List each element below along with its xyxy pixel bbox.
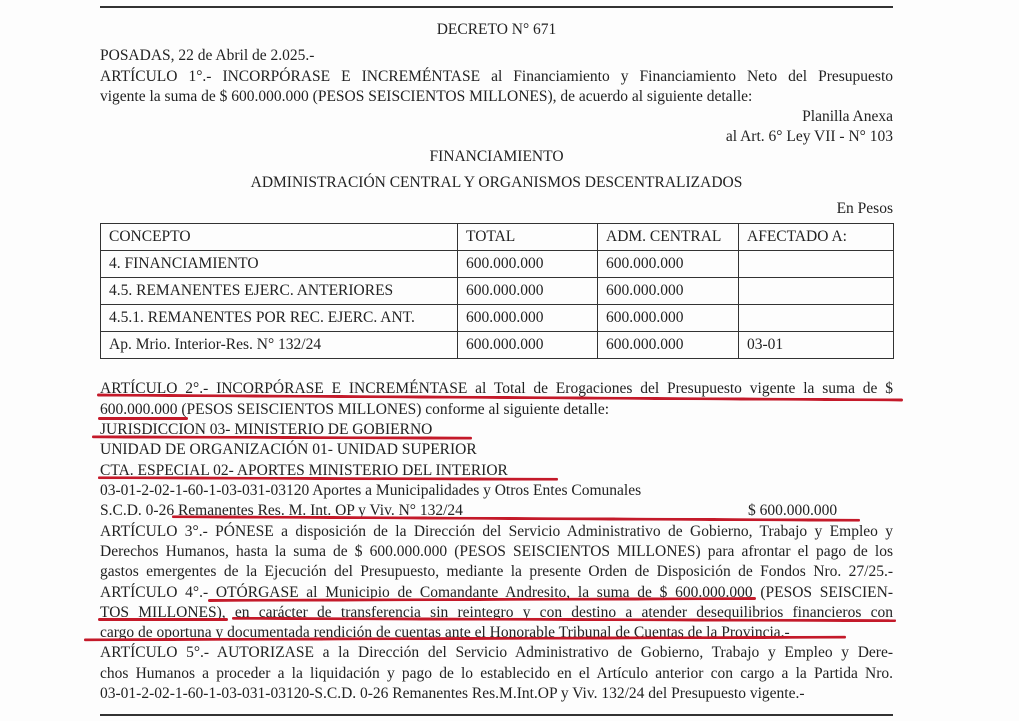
- cell-afectado: [739, 305, 894, 332]
- cell-concepto: Ap. Mrio. Interior-Res. N° 132/24: [101, 332, 458, 359]
- article-2-line-1: ARTÍCULO 2°.- INCORPÓRASE E INCREMÉNTASE al Total de Erogaciones del Presupuesto vigente la suma de $: [100, 380, 893, 397]
- place-date: POSADAS, 22 de Abril de 2.025.-: [100, 47, 315, 64]
- heading-administracion: ADMINISTRACIÓN CENTRAL Y ORGANISMOS DESCENTRALIZADOS: [250, 174, 743, 191]
- underline-mark: [98, 417, 188, 420]
- financing-table: [100, 223, 894, 359]
- cell-afectado: [739, 251, 894, 278]
- col-header-total: TOTAL: [458, 224, 598, 251]
- col-header-concepto: CONCEPTO: [101, 224, 458, 251]
- table-row: [101, 251, 894, 278]
- cuenta-especial-line: CTA. ESPECIAL 02- APORTES MINISTERIO DEL INTERIOR: [100, 462, 508, 479]
- cell-concepto: 4. FINANCIAMIENTO: [101, 251, 458, 278]
- scd-text: S.C.D. 0-26 Remanentes Res. M. Int. OP y Viv. N° 132/24: [100, 502, 463, 519]
- annex-line-1: Planilla Anexa: [802, 108, 893, 125]
- table-row: [101, 278, 894, 305]
- article-4-line-2: TOS MILLONES), en carácter de transferencia sin reintegro y con destino a atender desequilibrios financieros con: [100, 604, 893, 621]
- units-label: En Pesos: [836, 200, 893, 217]
- annex-line-2: al Art. 6° Ley VII - N° 103: [725, 128, 893, 145]
- unidad-organizacion-line: UNIDAD DE ORGANIZACIÓN 01- UNIDAD SUPERIOR: [100, 441, 477, 458]
- decree-title: DECRETO N° 671: [436, 21, 557, 38]
- article-5-line-1: ARTÍCULO 5°.- AUTORIZASE a la Dirección del Servicio Administrativo de Gobierno, Trabajo y Empleo y Dere-: [100, 644, 893, 661]
- article-5-line-2: chos Humanos a proceder a la liquidación y pago de lo establecido en el Artículo anterior con cargo a la Partida Nro.: [100, 665, 893, 682]
- article-1-line-2: vigente la suma de $ 600.000.000 (PESOS SEISCIENTOS MILLONES), de acuerdo al siguiente detalle:: [100, 88, 753, 105]
- cell-afectado: 03-01: [739, 332, 894, 359]
- underline-mark: [98, 618, 228, 621]
- top-rule: [100, 6, 893, 8]
- jurisdiccion-line: JURISDICCION 03- MINISTERIO DE GOBIERNO: [100, 421, 433, 438]
- cell-concepto: 4.5. REMANENTES EJERC. ANTERIORES: [101, 278, 458, 305]
- table-header-row: [101, 224, 894, 251]
- cell-total: 600.000.000: [458, 251, 598, 278]
- bottom-rule: [100, 714, 893, 716]
- col-header-adm-central: ADM. CENTRAL: [598, 224, 739, 251]
- cell-adm-central: 600.000.000: [598, 305, 739, 332]
- article-5-line-3: 03-01-2-02-1-60-1-03-031-03120-S.C.D. 0-26 Remanentes Res.M.Int.OP y Viv. 132/24 del Presupuesto vigente.-: [100, 685, 805, 702]
- article-3-line-2: Derechos Humanos, hasta la suma de $ 600.000.000 (PESOS SEISCIENTOS MILLONES) para afrontar el pago de los: [100, 543, 893, 560]
- article-2-line-2: 600.000.000 (PESOS SEISCIENTOS MILLONES) conforme al siguiente detalle:: [100, 401, 610, 418]
- cell-afectado: [739, 278, 894, 305]
- cell-adm-central: 600.000.000: [598, 251, 739, 278]
- article-4-line-3: cargo de oportuna y documentada rendición de cuentas ante el Honorable Tribunal de Cuentas de la Provincia.-: [100, 624, 790, 641]
- article-3-line-3: gastos emergentes de la Ejecución del Presupuesto, mediante la presente Orden de Disposición de Fondos Nro. 27/25.-: [100, 563, 893, 580]
- cell-total: 600.000.000: [458, 278, 598, 305]
- article-1-line-1: ARTÍCULO 1°.- INCORPÓRASE E INCREMÉNTASE al Financiamiento y Financiamiento Neto del Presupuesto: [100, 68, 893, 85]
- partida-line: 03-01-2-02-1-60-1-03-031-03120 Aportes a Municipalidades y Otros Entes Comunales: [100, 482, 642, 499]
- article-3-line-1: ARTÍCULO 3°.- PÓNESE a disposición de la Dirección del Servicio Administrativo de Gobierno, Trabajo y Empleo y: [100, 523, 893, 540]
- scd-amount: $ 600.000.000: [748, 502, 838, 519]
- cell-total: 600.000.000: [458, 305, 598, 332]
- article-4-line-1: ARTÍCULO 4°.- OTÓRGASE al Municipio de Comandante Andresito, la suma de $ 600.000.000 (PESOS SEISCIEN-: [100, 584, 893, 601]
- cell-concepto: 4.5.1. REMANENTES POR REC. EJERC. ANT.: [101, 305, 458, 332]
- heading-financiamiento: FINANCIAMIENTO: [429, 148, 564, 165]
- table-row: [101, 305, 894, 332]
- cell-total: 600.000.000: [458, 332, 598, 359]
- cell-adm-central: 600.000.000: [598, 332, 739, 359]
- table-row: [101, 332, 894, 359]
- cell-adm-central: 600.000.000: [598, 278, 739, 305]
- col-header-afectado: AFECTADO A:: [739, 224, 894, 251]
